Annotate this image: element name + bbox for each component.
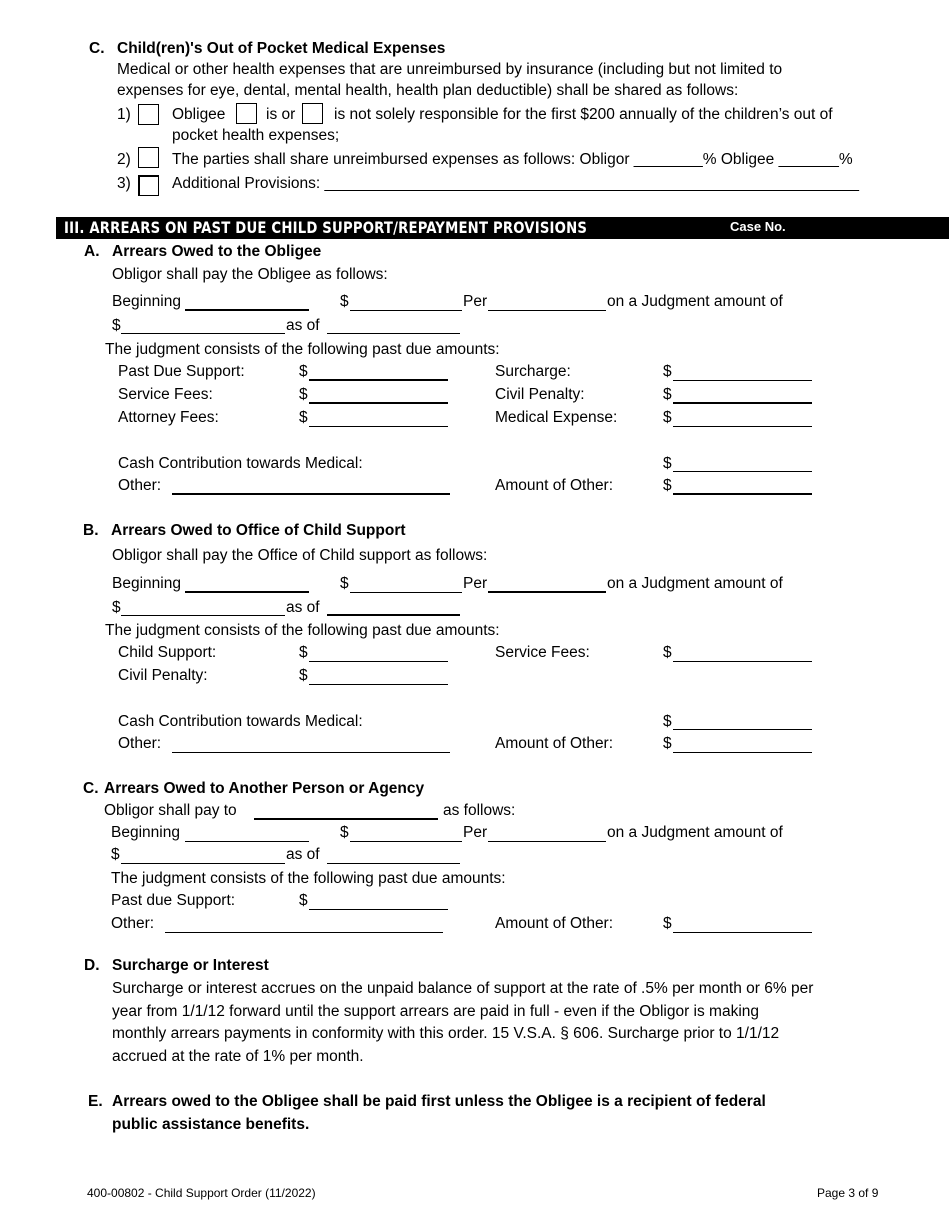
section-c2-letter: C. bbox=[83, 780, 99, 797]
a-amount-other-label: Amount of Other: bbox=[495, 477, 614, 494]
b-judgment-amount-field[interactable] bbox=[121, 615, 285, 616]
section-b-intro: Obligor shall pay the Office of Child support as follows: bbox=[112, 547, 488, 564]
a-surcharge-dollar: $ bbox=[663, 363, 672, 380]
a-payment-dollar: $ bbox=[340, 293, 349, 310]
a-per-label: Per bbox=[463, 293, 488, 310]
b-per-label: Per bbox=[463, 575, 488, 592]
section-c2-intro-pre: Obligor shall pay to bbox=[104, 802, 237, 819]
a-attorney-fees-field[interactable] bbox=[309, 426, 448, 427]
a-as-of-label: as of bbox=[286, 317, 320, 334]
c2-amount-other-dollar: $ bbox=[663, 915, 672, 932]
b-amount-other-label: Amount of Other: bbox=[495, 735, 614, 752]
a-attorney-fees-label: Attorney Fees: bbox=[118, 409, 219, 426]
c2-judgment-label: on a Judgment amount of bbox=[607, 824, 783, 841]
a-cash-contribution-field[interactable] bbox=[673, 471, 812, 472]
section-c-intro-line1: Medical or other health expenses that are unreimbursed by insurance (including but not limited to bbox=[117, 61, 783, 78]
a-beginning-label: Beginning bbox=[112, 293, 181, 310]
a-medical-expense-field[interactable] bbox=[673, 426, 812, 427]
c2-amount-other-field[interactable] bbox=[673, 932, 812, 933]
a-judgment-amount-field[interactable] bbox=[121, 333, 285, 334]
a-civil-penalty-dollar: $ bbox=[663, 386, 672, 403]
section-c-letter: C. bbox=[89, 40, 105, 57]
section-b-title: Arrears Owed to Office of Child Support bbox=[111, 522, 406, 539]
c2-past-due-support-label: Past due Support: bbox=[111, 892, 236, 909]
c2-as-of-field[interactable] bbox=[327, 863, 460, 864]
option1-is-checkbox[interactable] bbox=[236, 103, 257, 124]
b-cash-contribution-label: Cash Contribution towards Medical: bbox=[118, 713, 363, 730]
c2-per-label: Per bbox=[463, 824, 488, 841]
case-number-field-edge bbox=[926, 217, 949, 237]
a-service-fees-dollar: $ bbox=[299, 386, 308, 403]
footer-form-id: 400-00802 - Child Support Order (11/2022) bbox=[87, 1186, 316, 1200]
c2-amount-other-label: Amount of Other: bbox=[495, 915, 614, 932]
a-surcharge-field[interactable] bbox=[673, 380, 812, 381]
b-per-field[interactable] bbox=[488, 591, 606, 593]
b-as-of-field[interactable] bbox=[327, 614, 460, 616]
section-c-intro-line2: expenses for eye, dental, mental health, health plan deductible) shall be shared as follows: bbox=[117, 82, 739, 99]
b-civil-penalty-field[interactable] bbox=[309, 684, 448, 685]
case-number-field[interactable] bbox=[808, 217, 926, 239]
a-surcharge-label: Surcharge: bbox=[495, 363, 571, 380]
section-d-letter: D. bbox=[84, 957, 100, 974]
a-judgment-consists: The judgment consists of the following past due amounts: bbox=[105, 341, 500, 358]
b-as-of-label: as of bbox=[286, 599, 320, 616]
a-service-fees-field[interactable] bbox=[309, 402, 448, 404]
option2-checkbox[interactable] bbox=[138, 147, 159, 168]
b-service-fees-label: Service Fees: bbox=[495, 644, 590, 661]
a-other-field[interactable] bbox=[172, 493, 450, 495]
option1-obligee-label: Obligee bbox=[172, 106, 226, 123]
a-past-due-support-label: Past Due Support: bbox=[118, 363, 245, 380]
b-judgment-dollar: $ bbox=[112, 599, 121, 616]
section-a-title: Arrears Owed to the Obligee bbox=[112, 243, 322, 260]
a-beginning-field[interactable] bbox=[185, 309, 309, 311]
c2-judgment-consists: The judgment consists of the following past due amounts: bbox=[111, 870, 506, 887]
section-a-letter: A. bbox=[84, 243, 100, 260]
a-per-field[interactable] bbox=[488, 310, 606, 311]
option3-text: Additional Provisions: ______________________________________________________________ bbox=[172, 175, 859, 192]
c2-payee-field[interactable] bbox=[254, 818, 438, 820]
b-civil-penalty-dollar: $ bbox=[299, 667, 308, 684]
c2-as-of-label: as of bbox=[286, 846, 320, 863]
option1-number: 1) bbox=[117, 106, 131, 123]
b-child-support-field[interactable] bbox=[309, 661, 448, 662]
a-payment-amount-field[interactable] bbox=[350, 310, 462, 311]
b-beginning-field[interactable] bbox=[185, 591, 309, 593]
b-child-support-dollar: $ bbox=[299, 644, 308, 661]
b-cash-contribution-dollar: $ bbox=[663, 713, 672, 730]
a-amount-other-dollar: $ bbox=[663, 477, 672, 494]
section-d-title: Surcharge or Interest bbox=[112, 957, 269, 974]
b-amount-other-field[interactable] bbox=[673, 752, 812, 753]
c2-per-field[interactable] bbox=[488, 841, 606, 842]
option2-text: The parties shall share unreimbursed expenses as follows: Obligor ________% Obligee _______% bbox=[172, 151, 853, 168]
a-as-of-field[interactable] bbox=[327, 333, 460, 334]
option1-text: is not solely responsible for the first $200 annually of the children’s out of bbox=[334, 106, 833, 123]
b-amount-other-dollar: $ bbox=[663, 735, 672, 752]
a-other-label: Other: bbox=[118, 477, 162, 494]
case-number-label: Case No. bbox=[730, 219, 786, 234]
option3-checkbox[interactable] bbox=[138, 175, 159, 196]
a-medical-expense-dollar: $ bbox=[663, 409, 672, 426]
footer-page-number: Page 3 of 9 bbox=[817, 1186, 879, 1200]
section-c2-title: Arrears Owed to Another Person or Agency bbox=[104, 780, 425, 797]
section-b-letter: B. bbox=[83, 522, 99, 539]
a-medical-expense-label: Medical Expense: bbox=[495, 409, 618, 426]
section-iii-title: III. ARREARS ON PAST DUE CHILD SUPPORT/REPAYMENT PROVISIONS bbox=[64, 218, 588, 237]
section-e-line2: public assistance benefits. bbox=[112, 1116, 310, 1133]
a-judgment-dollar: $ bbox=[112, 317, 121, 334]
b-service-fees-field[interactable] bbox=[673, 661, 812, 662]
section-d-para-line4: accrued at the rate of 1% per month. bbox=[112, 1048, 364, 1065]
option1-is-not-checkbox[interactable] bbox=[302, 103, 323, 124]
section-iii-banner bbox=[56, 217, 949, 239]
a-cash-contribution-dollar: $ bbox=[663, 455, 672, 472]
a-judgment-label: on a Judgment amount of bbox=[607, 293, 783, 310]
a-past-due-support-field[interactable] bbox=[309, 379, 448, 381]
b-civil-penalty-label: Civil Penalty: bbox=[118, 667, 208, 684]
c2-past-due-support-field[interactable] bbox=[309, 909, 448, 910]
section-a-intro: Obligor shall pay the Obligee as follows: bbox=[112, 266, 388, 283]
option3-number: 3) bbox=[117, 175, 131, 192]
section-c-title: Child(ren)'s Out of Pocket Medical Expenses bbox=[117, 40, 446, 57]
b-other-field[interactable] bbox=[172, 752, 450, 753]
section-d-para-line2: year from 1/1/12 forward until the support arrears are paid in full - even if the Obligor is making bbox=[112, 1003, 760, 1020]
section-e-line1: Arrears owed to the Obligee shall be paid first unless the Obligee is a recipient of federal bbox=[112, 1093, 766, 1110]
c2-payment-amount-field[interactable] bbox=[350, 841, 462, 842]
c2-past-due-support-dollar: $ bbox=[299, 892, 308, 909]
a-civil-penalty-label: Civil Penalty: bbox=[495, 386, 585, 403]
c2-payment-dollar: $ bbox=[340, 824, 349, 841]
a-amount-other-field[interactable] bbox=[673, 493, 812, 495]
section-c2-intro-post: as follows: bbox=[443, 802, 516, 819]
a-past-due-support-dollar: $ bbox=[299, 363, 308, 380]
b-payment-amount-field[interactable] bbox=[350, 592, 462, 593]
b-judgment-consists: The judgment consists of the following past due amounts: bbox=[105, 622, 500, 639]
b-other-label: Other: bbox=[118, 735, 162, 752]
c2-beginning-field[interactable] bbox=[185, 841, 309, 842]
section-d-para-line3: monthly arrears payments in conformity with this order. 15 V.S.A. § 606. Surcharge prior to 1/1/12 bbox=[112, 1025, 780, 1042]
b-payment-dollar: $ bbox=[340, 575, 349, 592]
b-child-support-label: Child Support: bbox=[118, 644, 217, 661]
a-attorney-fees-dollar: $ bbox=[299, 409, 308, 426]
b-service-fees-dollar: $ bbox=[663, 644, 672, 661]
c2-judgment-amount-field[interactable] bbox=[121, 863, 285, 864]
a-cash-contribution-label: Cash Contribution towards Medical: bbox=[118, 455, 363, 472]
b-beginning-label: Beginning bbox=[112, 575, 181, 592]
section-d-para-line1: Surcharge or interest accrues on the unpaid balance of support at the rate of .5% per month or 6% per bbox=[112, 980, 814, 997]
option1-checkbox[interactable] bbox=[138, 104, 159, 125]
a-service-fees-label: Service Fees: bbox=[118, 386, 213, 403]
c2-other-field[interactable] bbox=[165, 932, 443, 933]
option1-text-line2: pocket health expenses; bbox=[172, 127, 340, 144]
section-e-letter: E. bbox=[88, 1093, 103, 1110]
c2-judgment-dollar: $ bbox=[111, 846, 120, 863]
a-civil-penalty-field[interactable] bbox=[673, 402, 812, 404]
c2-beginning-label: Beginning bbox=[111, 824, 180, 841]
b-cash-contribution-field[interactable] bbox=[673, 729, 812, 730]
option2-number: 2) bbox=[117, 151, 131, 168]
option1-is-or-label: is or bbox=[266, 106, 296, 123]
c2-other-label: Other: bbox=[111, 915, 155, 932]
b-judgment-label: on a Judgment amount of bbox=[607, 575, 783, 592]
